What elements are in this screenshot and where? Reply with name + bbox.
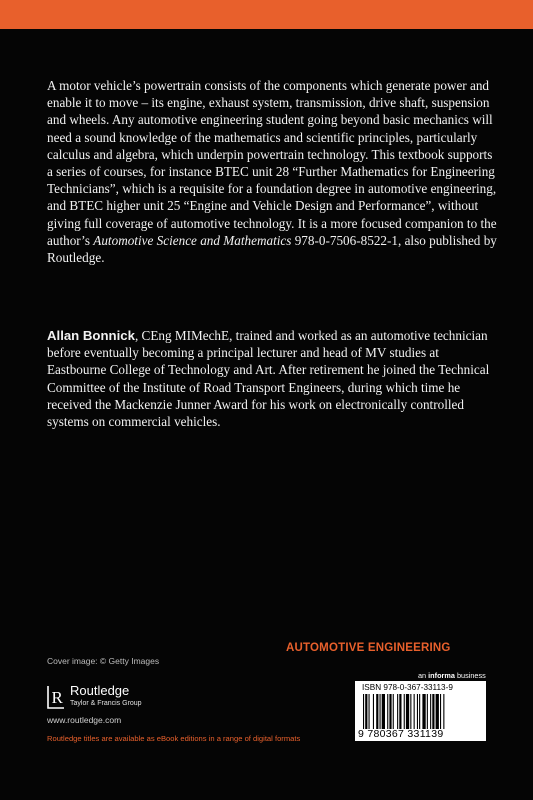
barcode-bar <box>443 694 444 729</box>
author-name: Allan Bonnick <box>47 328 135 343</box>
author-bio-text: , CEng MIMechE, trained and worked as an automotive technician before eventually becoming a principal lecturer and head of MV studies at Eastbourne College of Technology and Art. After retirement he joined the Technical Committee of the Institute of Road Transport Engineers, during which time he received the Mackenzie Junner Award for his work on electronically controlled systems on commercial vehicles. <box>47 328 490 430</box>
ebook-availability-note: Routledge titles are available as eBook editions in a range of digital formats <box>47 734 301 743</box>
barcode-bar <box>432 694 434 729</box>
publisher-name: Routledge <box>70 683 130 698</box>
book-description <box>47 77 497 266</box>
barcode-bar <box>363 694 364 729</box>
isbn-barcode <box>355 681 486 741</box>
barcode-bar <box>404 694 405 729</box>
barcode-bar <box>417 694 418 729</box>
barcode-bar <box>376 694 378 729</box>
publisher-logo <box>46 683 166 711</box>
publisher-website[interactable]: www.routledge.com <box>47 715 122 725</box>
barcode-bar <box>427 694 428 729</box>
author-bio <box>47 327 497 430</box>
routledge-logo-icon <box>46 683 66 711</box>
barcode-bar <box>440 694 441 729</box>
barcode-bar <box>410 694 411 729</box>
barcode-bar <box>369 694 370 729</box>
barcode-bar <box>373 694 374 729</box>
informa-business-tag: an informa business <box>418 671 486 680</box>
publisher-group: Taylor & Francis Group <box>70 700 142 707</box>
barcode-bar <box>422 694 425 729</box>
subject-category: AUTOMOTIVE ENGINEERING <box>286 642 451 654</box>
barcode-bar <box>365 694 367 729</box>
isbn-label: ISBN 978-0-367-33113-9 <box>362 683 453 692</box>
svg-text:R: R <box>51 688 63 707</box>
barcode-bar <box>380 694 381 729</box>
companion-book-title: Automotive Science and Mathematics <box>93 232 292 248</box>
barcode-bar <box>387 694 388 729</box>
barcode-icon <box>363 694 479 729</box>
barcode-bar <box>389 694 391 729</box>
informa-brand: informa <box>428 671 455 680</box>
barcode-digits: 9 780367 331139 <box>358 728 444 740</box>
barcode-bar <box>399 694 401 729</box>
barcode-bar <box>393 694 394 729</box>
barcode-bar <box>436 694 439 729</box>
barcode-bar <box>414 694 415 729</box>
barcode-bar <box>406 694 409 729</box>
description-text: A motor vehicle’s powertrain consists of the components which generate power and enable it to move – its engine, exhaust system, transmission, drive shaft, suspension and wheels. Any automotive engineering student going beyond basic mechanics will need a sound knowledge of the mathematics and scientific principles, particularly calculus and algebra, which underpin powertrain technology. This textbook supports a series of courses, for instance BTEC unit 28 “Further Mathematics for Engineering Technicians”, which is a requisite for a foundation degree in automotive engineering, and BTEC higher unit 25 “Engine and Vehicle Design and Performance”, without giving full coverage of automotive technology. It is a more focused companion to the author’s <box>47 78 497 248</box>
barcode-bar <box>397 694 398 729</box>
description-text-end: 978-0-7506-8522-1, also published by Routledge. <box>47 232 497 266</box>
top-accent-band <box>0 0 533 29</box>
barcode-bar <box>419 694 420 729</box>
barcode-bar <box>382 694 385 729</box>
barcode-bar <box>430 694 431 729</box>
cover-image-credit: Cover image: © Getty Images <box>47 656 160 666</box>
